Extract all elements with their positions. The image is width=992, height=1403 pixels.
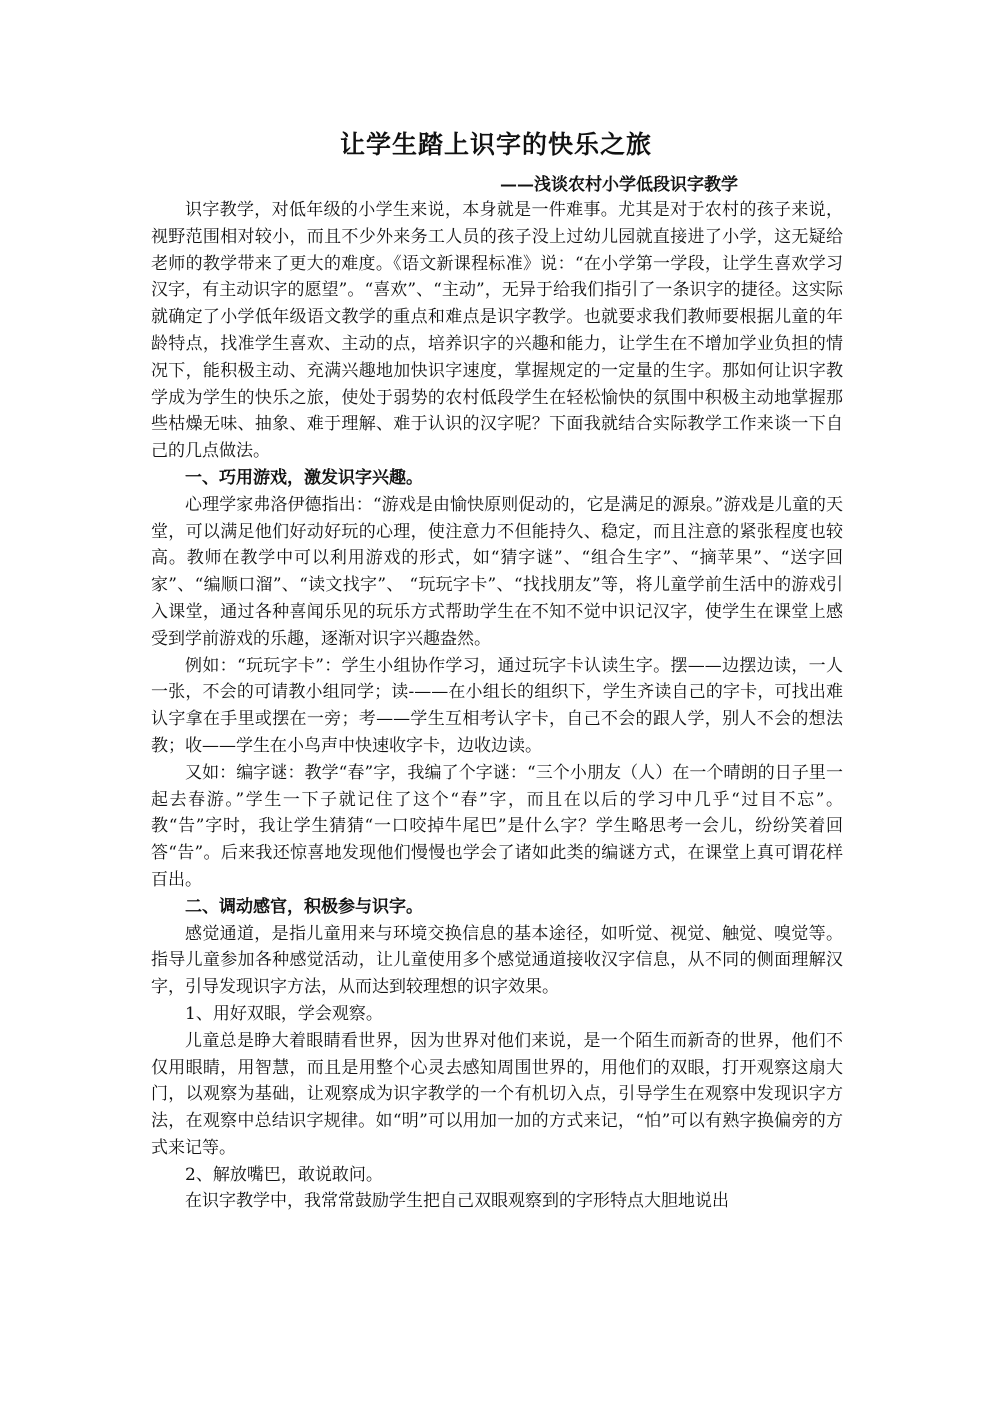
mouth-paragraph: 在识字教学中，我常常鼓励学生把自己双眼观察到的字形特点大胆地说出 [185, 1191, 729, 1212]
example-word-cards-paragraph: 例如：“玩玩字卡”：学生小组协作学习，通过玩字卡认读生字。摆——边摆边读，一人一张，不会的可请教小组同学；读-——在小组长的组织下，学生齐读自己的字卡，可找出难认字拿在手里或摆在一旁；考——学生互相考认字卡，自己不会的跟人学，别人不会的想法教；收——学生在小鸟声中快速收字卡，边收边读。 [151, 655, 843, 756]
section-heading-senses: 二、调动感官，积极参与识字。 [185, 896, 423, 917]
document-body [151, 197, 843, 1215]
section-heading-games: 一、巧用游戏，激发识字兴趣。 [185, 467, 423, 488]
document-title: 让学生踏上识字的快乐之旅 [339, 130, 652, 159]
subheading-mouth: 2、解放嘴巴，敢说敢问。 [185, 1164, 383, 1185]
intro-paragraph: 识字教学，对低年级的小学生来说，本身就是一件难事。尤其是对于农村的孩子来说，视野范围相对较小，而且不少外来务工人员的孩子没上过幼儿园就直接进了小学，这无疑给老师的教学带来了更大的难度。《语文新课程标准》说：“在小学第一学段，让学生喜欢学习汉字，有主动识字的愿望”。“喜欢”、“主动”，无异于给我们指引了一条识字的捷径。这实际就确定了小学低年级语文教学的重点和难点是识字教学。也就要求我们教师要根据儿童的年龄特点，找准学生喜欢、主动的点，培养识字的兴趣和能力，让学生在不增加学业负担的情况下，能积极主动、充满兴趣地加快识字速度，掌握规定的一定量的生字。那如何让识字教学成为学生的快乐之旅，使处于弱势的农村低段学生在轻松愉快的氛围中积极主动地掌握那些枯燥无味、抽象、难于理解、难于认识的汉字呢？下面我就结合实际教学工作来谈一下自己的几点做法。 [151, 200, 843, 462]
example-riddle-paragraph: 又如：编字谜：教学“春”字，我编了个字谜：“三个小朋友（人）在一个晴朗的日子里一起去春游。”学生一下子就记住了这个“春”字，而且在以后的学习中几乎“过目不忘”。教“告”字时，我让学生猜猜“一口咬掉牛尾巴”是什么字？学生略思考一会儿，纷纷笑着回答“告”。后来我还惊喜地发现他们慢慢也学会了诸如此类的编谜方式，在课堂上真可谓花样百出。 [151, 762, 843, 890]
senses-paragraph: 感觉通道，是指儿童用来与环境交换信息的基本途径，如听觉、视觉、触觉、嗅觉等。指导儿童参加各种感觉活动，让儿童使用多个感觉通道接收汉字信息，从不同的侧面理解汉字，引导发现识字方法，从而达到较理想的识字效果。 [151, 923, 843, 998]
document-subtitle: ——浅谈农村小学低段识字教学 [500, 175, 738, 195]
games-paragraph: 心理学家弗洛伊德指出：“游戏是由愉快原则促动的，它是满足的源泉。”游戏是儿童的天堂，可以满足他们好动好玩的心理，使注意力不但能持久、稳定，而且注意的紧张程度也较高。教师在教学中可以利用游戏的形式，如“猜字谜”、“组合生字”、“摘苹果”、“送字回家”、“编顺口溜”、“读文找字”、 “玩玩字卡”、“找找朋友”等，将儿童学前生活中的游戏引入课堂，通过各种喜闻乐见的玩乐方式帮助学生在不知不觉中识记汉字，使学生在课堂上感受到学前游戏的乐趣，逐渐对识字兴趣盎然。 [151, 494, 843, 649]
subheading-eyes: 1、用好双眼，学会观察。 [185, 1003, 383, 1024]
eyes-paragraph: 儿童总是睁大着眼睛看世界，因为世界对他们来说，是一个陌生而新奇的世界，他们不仅用眼睛，用智慧，而且是用整个心灵去感知周围世界的，用他们的双眼，打开观察这扇大门，以观察为基础，让观察成为识字教学的一个有机切入点，引导学生在观察中发现识字方法，在观察中总结识字规律。如“明”可以用加一加的方式来记，“怕”可以有熟字换偏旁的方式来记等。 [151, 1030, 843, 1158]
